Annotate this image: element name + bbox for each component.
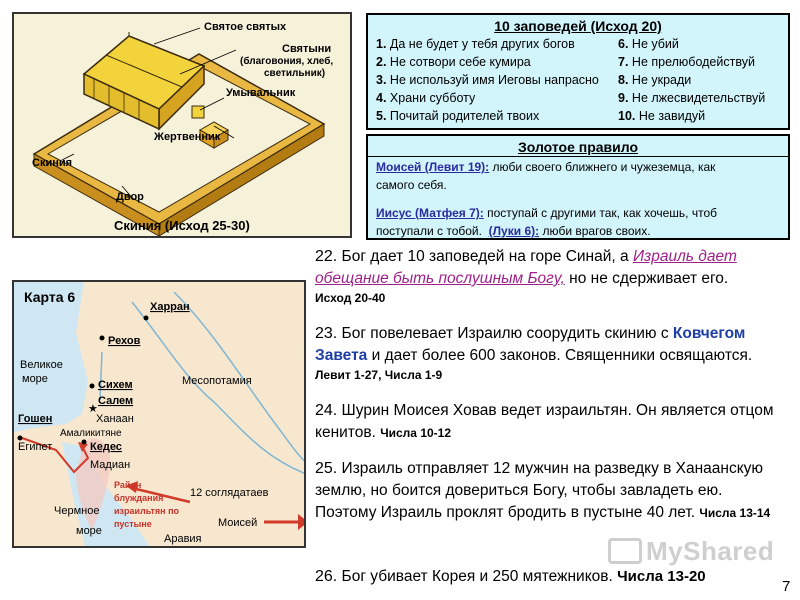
- event-22: 22. Бог дает 10 заповедей на горе Синай, а Израиль дает обещание быть послушным Богу, но не сдерживает его. Исход 20-40: [315, 246, 785, 306]
- commandment-10: 10. Не завидуй: [618, 109, 706, 123]
- moses-label: Моисей: [218, 517, 258, 529]
- commandments-title: 10 заповедей (Исход 20): [494, 18, 662, 34]
- tabernacle-drawing: [14, 14, 352, 238]
- map-title: Карта 6: [24, 289, 76, 305]
- golden-rule-box: [366, 134, 790, 240]
- spies-label: 12 соглядатаев: [190, 487, 269, 499]
- commandment-5: 5. Почитай родителей твоих: [376, 109, 540, 123]
- map-6: [12, 280, 306, 548]
- place-salem: Салем: [98, 395, 134, 407]
- svg-text:★: ★: [88, 403, 98, 415]
- golden-rule-divider: [368, 156, 788, 157]
- event-22-ref: Исход 20-40: [315, 291, 386, 305]
- commandment-3: 3. Не используй имя Иеговы напрасно: [376, 73, 599, 87]
- jesus-rule-line2: поступали с тобой. (Луки 6): люби врагов своих.: [376, 224, 651, 238]
- commandment-4: 4. Храни субботу: [376, 91, 476, 105]
- tabernacle-caption: Скиния (Исход 25-30): [114, 218, 250, 233]
- commandments-box: [366, 13, 790, 130]
- event-23: 23. Бог повелевает Израилю соорудить скинию с Ковчегом Завета и дает более 600 законов. Священники освящаются. Левит 1-27, Числа 1-9: [315, 323, 785, 383]
- map-drawing: [14, 282, 306, 548]
- moses-rule-line2: самого себя.: [376, 178, 447, 192]
- watermark-logo-icon: [608, 538, 642, 564]
- place-goshen: Гошен: [18, 413, 53, 425]
- wander-label-2: блуждания: [114, 493, 164, 503]
- place-mesopotamia: Месопотамия: [182, 375, 252, 387]
- label-holy-items-2: светильник): [264, 68, 326, 79]
- label-court: Двор: [116, 191, 144, 203]
- place-red-sea-2: море: [76, 525, 102, 537]
- place-shechem: Сихем: [98, 379, 133, 391]
- moses-rule-line1: Моисей (Левит 19): люби своего ближнего и чужеземца, как: [376, 160, 716, 174]
- commandment-8: 8. Не укради: [618, 73, 692, 87]
- place-midian: Мадиан: [90, 459, 131, 471]
- label-laver: Умывальник: [226, 87, 296, 99]
- event-26: 26. Бог убивает Корея и 250 мятежников. Числа 13-20: [315, 568, 706, 585]
- place-arabia: Аравия: [164, 533, 202, 545]
- label-altar: Жертвенник: [154, 131, 221, 143]
- commandment-7: 7. Не прелюбодействуй: [618, 55, 755, 69]
- event-25: 25. Израиль отправляет 12 мужчин на разведку в Ханаанскую землю, но боится довериться Богу, чтобы завладеть ею. Поэтому Израиль проклят бродить в пустыне 40 лет. Числа 13-14: [315, 460, 771, 521]
- page-number: 7: [782, 578, 791, 595]
- golden-rule-title: Золотое правило: [517, 139, 639, 155]
- watermark: MyShared: [646, 536, 775, 566]
- place-great-sea-1: Великое: [20, 359, 63, 371]
- place-red-sea-1: Чермное: [54, 505, 100, 517]
- place-egypt: Египет: [18, 441, 53, 453]
- label-holy: Святыни: [282, 43, 332, 55]
- commandment-9: 9. Не лжесвидетельствуй: [618, 91, 766, 105]
- place-harran: Харран: [150, 301, 190, 313]
- commandment-6: 6. Не убий: [618, 37, 679, 51]
- commandment-2: 2. Не сотвори себе кумира: [376, 55, 531, 69]
- place-canaan: Ханаан: [96, 413, 134, 425]
- wander-label-4: пустыне: [114, 519, 152, 529]
- event-24-ref: Числа 10-12: [380, 426, 452, 440]
- event-23-ref: Левит 1-27, Числа 1-9: [315, 368, 443, 382]
- wander-label-3: израильтян по: [114, 506, 180, 516]
- place-kadesh: Кедес: [90, 441, 122, 453]
- tabernacle-diagram: [12, 12, 352, 238]
- label-holy-of-holies: Святое святых: [204, 21, 287, 33]
- place-rehov: Рехов: [108, 335, 141, 347]
- wander-label-1: Район: [114, 480, 142, 490]
- place-amalekites: Амаликитяне: [60, 428, 122, 439]
- event-26-ref: Числа 13-20: [617, 568, 706, 585]
- label-holy-items: (благовония, хлеб,: [240, 56, 334, 67]
- label-tabernacle: Скиния: [32, 157, 73, 169]
- commandment-1: 1. Да не будет у тебя других богов: [376, 37, 575, 51]
- place-great-sea-2: море: [22, 373, 48, 385]
- jesus-rule-line1: Иисус (Матфея 7): поступай с другими так, как хочешь, чтоб: [376, 206, 717, 220]
- event-25-ref: Числа 13-14: [699, 506, 771, 520]
- event-24: 24. Шурин Моисея Ховав ведет израильтян. Он является отцом кенитов. Числа 10-12: [315, 402, 774, 441]
